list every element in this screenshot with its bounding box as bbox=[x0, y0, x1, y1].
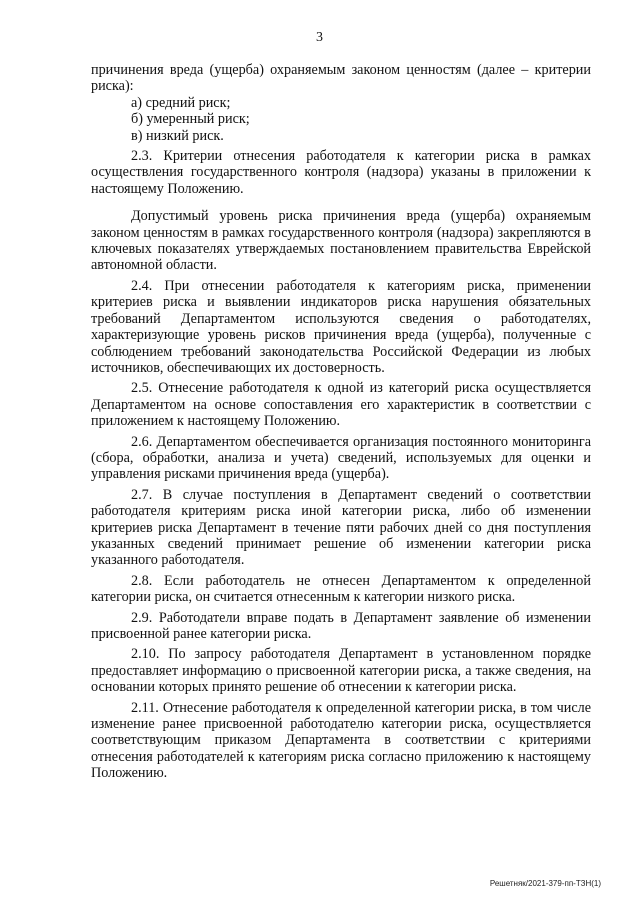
document-code: Решетняк/2021-379-пп-ТЗН(1) bbox=[489, 879, 601, 888]
paragraph: 2.8. Если работодатель не отнесен Департаментом к определенной категории риска, он считается отнесенным к категории низкого риска. bbox=[91, 572, 591, 606]
paragraph: в) низкий риск. bbox=[131, 127, 224, 144]
paragraph: а) средний риск; bbox=[131, 94, 231, 111]
paragraph: 2.3. Критерии отнесения работодателя к категории риска в рамках осуществления государственного контроля (надзора) указаны в приложении к настоящему Положению. bbox=[91, 148, 591, 197]
page-number: 3 bbox=[316, 30, 323, 45]
paragraph: 2.7. В случае поступления в Департамент сведений о соответствии работодателя критериям риска иной категории риска, либо об изменении критериев риска Департамент в течение пяти рабочих дней со дня поступления указанных сведений принимает решение об изменении категории риска указанного работодателя. bbox=[91, 486, 591, 569]
paragraph: 2.6. Департаментом обеспечивается организация постоянного мониторинга (сбора, обработки, анализа и учета) сведений, используемых для оценки и управления рисками причинения вреда (ущерба). bbox=[91, 433, 591, 483]
document-body bbox=[91, 62, 591, 782]
paragraph: 2.11. Отнесение работодателя к определенной категории риска, в том числе изменение ранее присвоенной работодателю категории риска, осуществляется соответствующим приказом Департамента в соответствии с критериями отнесения работодателей к категориям риска согласно приложению к настоящему Положению. bbox=[91, 699, 591, 782]
paragraph: 2.9. Работодатели вправе подать в Департамент заявление об изменении присвоенной ранее категории риска. bbox=[91, 609, 591, 642]
paragraph: Допустимый уровень риска причинения вреда (ущерба) охраняемым законом ценностям в рамках государственного контроля (надзора) закрепляются в ключевых показателях утверждаемых постановлением правительства Еврейской автономной области. bbox=[91, 208, 591, 274]
paragraph: б) умеренный риск; bbox=[131, 111, 250, 128]
paragraph: 2.4. При отнесении работодателя к категориям риска, применении критериев риска и выявлении индикаторов риска нарушения обязательных требований Департаментом используются сведения о работодателях, характеризующие уровень рисков причинения вреда (ущерба), полученные с соблюдением требований законодательства Российской Федерации из любых источников, обеспечивающих их достоверность. bbox=[91, 277, 591, 376]
paragraph: 2.5. Отнесение работодателя к одной из категорий риска осуществляется Департаментом на основе сопоставления его характеристик в соответствии с приложением к настоящему Положению. bbox=[91, 380, 591, 430]
paragraph: причинения вреда (ущерба) охраняемым законом ценностям (далее – критерии риска): bbox=[91, 62, 591, 95]
paragraph: 2.10. По запросу работодателя Департамент в установленном порядке предоставляет информацию о присвоенной категории риска, а также сведения, на основании которых принято решение об отнесении к категории риска. bbox=[91, 646, 591, 696]
